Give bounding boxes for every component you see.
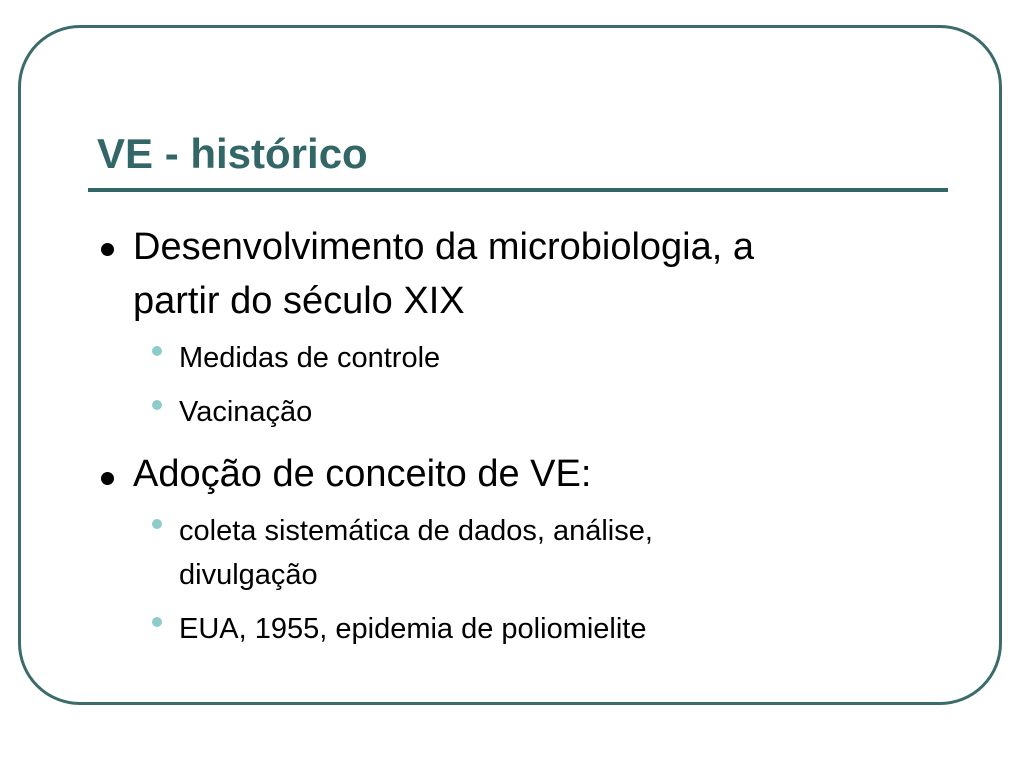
bullet-dot-icon (101, 472, 114, 485)
bullet-microbiologia (133, 220, 893, 328)
sub-bullet-dot-icon (152, 400, 162, 410)
bullet-dot-icon (101, 243, 114, 256)
sub-bullet-vacinacao: Vacinação (179, 396, 313, 428)
sub-bullet-medidas: Medidas de controle (179, 342, 441, 374)
sub-bullet-dot-icon (152, 346, 162, 356)
bullet-text-continuation: partir do século XIX (133, 280, 465, 322)
sub-bullet-text-continuation: divulgação (179, 559, 318, 591)
bullet-text: Desenvolvimento da microbiologia, a (133, 226, 754, 268)
sub-bullet-eua: EUA, 1955, epidemia de poliomielite (179, 613, 647, 645)
sub-bullet-dot-icon (152, 617, 162, 627)
sub-bullet-coleta (179, 509, 879, 597)
bullet-conceito-ve: Adoção de conceito de VE: (133, 453, 592, 495)
slide-title: VE - histórico (97, 130, 368, 177)
sub-bullet-text: coleta sistemática de dados, análise, (179, 515, 653, 547)
sub-bullet-dot-icon (152, 519, 162, 529)
